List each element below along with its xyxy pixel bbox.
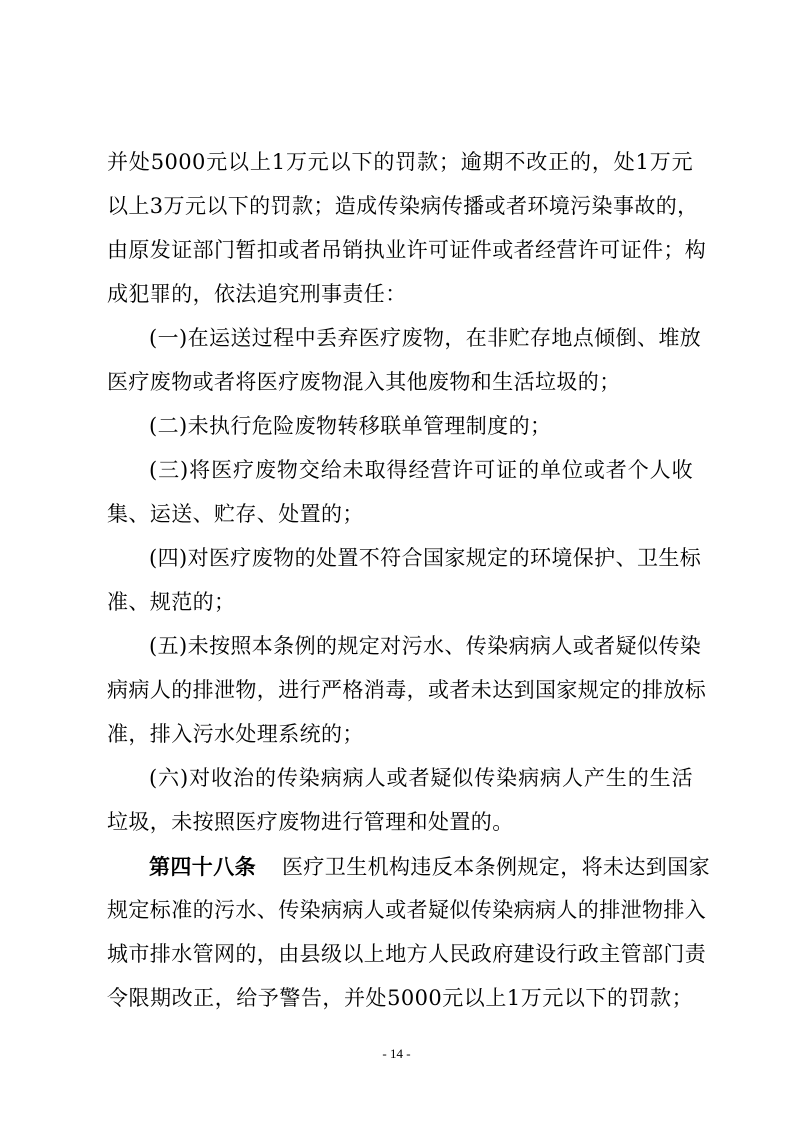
article-48-line: 城市排水管网的，由县级以上地方人民政府建设行政主管部门责 [107, 942, 707, 966]
list-item-1-line: 医疗废物或者将医疗废物混入其他废物和生活垃圾的； [107, 370, 621, 394]
page-number: - 14 - [382, 1046, 411, 1061]
article-title: 第四十八条 [149, 854, 256, 879]
text-line: 由原发证部门暂扣或者吊销执业许可证件或者经营许可证件；构 [107, 238, 707, 262]
list-item-1-line: (一)在运送过程中丢弃医疗废物，在非贮存地点倾倒、堆放 [149, 326, 702, 350]
text-line: 以上3万元以下的罚款；造成传染病传播或者环境污染事故的， [107, 194, 699, 218]
list-item-2-line: (二)未执行危险废物转移联单管理制度的； [149, 414, 552, 438]
list-item-6-line: (六)对收治的传染病病人或者疑似传染病病人产生的生活 [149, 766, 693, 790]
article-48-line: 规定标准的污水、传染病病人或者疑似传染病病人的排泄物排入 [107, 898, 707, 922]
article-48-line: 令限期改正，给予警告，并处5000元以上1万元以下的罚款； [107, 986, 693, 1010]
list-item-6-line: 垃圾，未按照医疗废物进行管理和处置的。 [107, 810, 514, 834]
list-item-5-line: 准，排入污水处理系统的； [107, 722, 364, 746]
document-body [107, 148, 710, 1028]
list-item-5-line: (五)未按照本条例的规定对污水、传染病病人或者疑似传染 [149, 634, 702, 658]
list-item-3-line: 集、运送、贮存、处置的； [107, 502, 364, 526]
list-item-5-line: 病病人的排泄物，进行严格消毒，或者未达到国家规定的排放标 [107, 678, 707, 702]
list-item-3-line: (三)将医疗废物交给未取得经营许可证的单位或者个人收 [149, 458, 693, 482]
list-item-4-line: 准、规范的； [107, 590, 236, 614]
article-48-first-line [107, 852, 710, 896]
text-line: 并处5000元以上1万元以下的罚款；逾期不改正的，处1万元 [107, 150, 693, 174]
article-48-text: 医疗卫生机构违反本条例规定，将未达到国家 [282, 855, 710, 879]
text-line: 成犯罪的，依法追究刑事责任： [107, 282, 407, 306]
list-item-4-line: (四)对医疗废物的处置不符合国家规定的环境保护、卫生标 [149, 546, 702, 570]
